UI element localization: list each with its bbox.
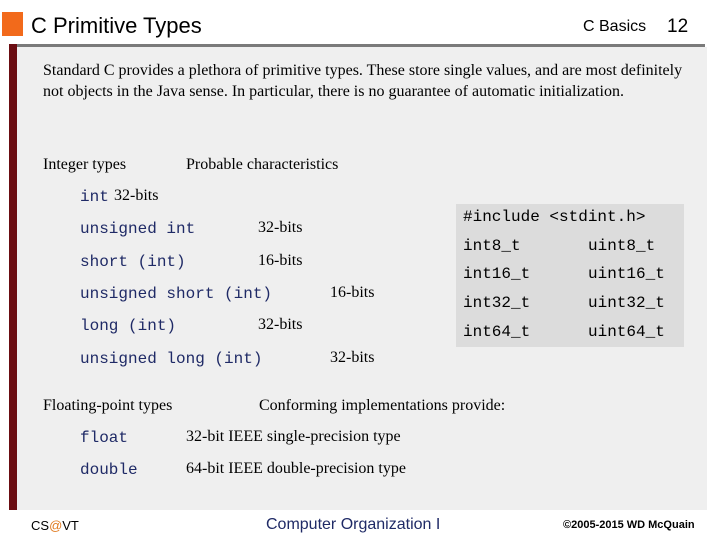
footer-org-suffix: VT bbox=[62, 518, 79, 533]
conforming-implementations-heading: Conforming implementations provide: bbox=[259, 397, 506, 414]
unsigned-long-type-label: unsigned long (int) bbox=[80, 350, 263, 368]
unsigned-long-size: 32-bits bbox=[330, 349, 375, 366]
integer-types-heading: Integer types bbox=[43, 156, 127, 173]
stdint-unsigned-64: uint64_t bbox=[588, 323, 665, 341]
slide-number: 12 bbox=[667, 16, 689, 37]
long-type-label: long (int) bbox=[80, 317, 177, 335]
stdint-signed-32: int32_t bbox=[463, 294, 531, 312]
float-description: 32-bit IEEE single-precision type bbox=[186, 428, 401, 445]
footer-org-logo bbox=[31, 518, 79, 533]
short-type-label: short (int) bbox=[80, 253, 186, 271]
title-divider bbox=[17, 44, 705, 47]
footer-org-at: @ bbox=[49, 518, 63, 533]
floating-point-heading: Floating-point types bbox=[43, 397, 173, 414]
double-description: 64-bit IEEE double-precision type bbox=[186, 460, 406, 477]
slide-title: C Primitive Types bbox=[31, 13, 202, 38]
stdint-unsigned-8: uint8_t bbox=[588, 237, 656, 255]
long-size: 32-bits bbox=[258, 316, 303, 333]
stdint-unsigned-32: uint32_t bbox=[588, 294, 665, 312]
stdint-include: #include <stdint.h> bbox=[463, 208, 646, 226]
double-type-label: double bbox=[80, 461, 138, 479]
footer-course-title: Computer Organization I bbox=[266, 516, 441, 533]
stdint-signed-64: int64_t bbox=[463, 323, 531, 341]
stdint-signed-16: int16_t bbox=[463, 265, 531, 283]
unsigned-short-type-label: unsigned short (int) bbox=[80, 285, 273, 303]
int-size: 32-bits bbox=[114, 187, 159, 204]
unsigned-short-size: 16-bits bbox=[330, 284, 375, 301]
stdint-unsigned-16: uint16_t bbox=[588, 265, 665, 283]
intro-paragraph: Standard C provides a plethora of primitive types. These store single values, and are most definitely not objects in the Java sense. In particular, there is no guarantee of automatic initialization. bbox=[43, 62, 683, 100]
int-type-label: int bbox=[80, 188, 109, 206]
unsigned-int-type-label: unsigned int bbox=[80, 220, 196, 238]
left-accent-bar bbox=[9, 44, 17, 510]
footer-copyright: ©2005-2015 WD McQuain bbox=[563, 519, 695, 531]
section-label: C Basics bbox=[583, 18, 647, 35]
probable-characteristics-heading: Probable characteristics bbox=[186, 156, 339, 173]
footer-org-prefix: CS bbox=[31, 518, 50, 533]
stdint-signed-8: int8_t bbox=[463, 237, 521, 255]
short-size: 16-bits bbox=[258, 252, 303, 269]
title-bullet-square bbox=[2, 12, 23, 36]
unsigned-int-size: 32-bits bbox=[258, 219, 303, 236]
float-type-label: float bbox=[80, 429, 129, 447]
